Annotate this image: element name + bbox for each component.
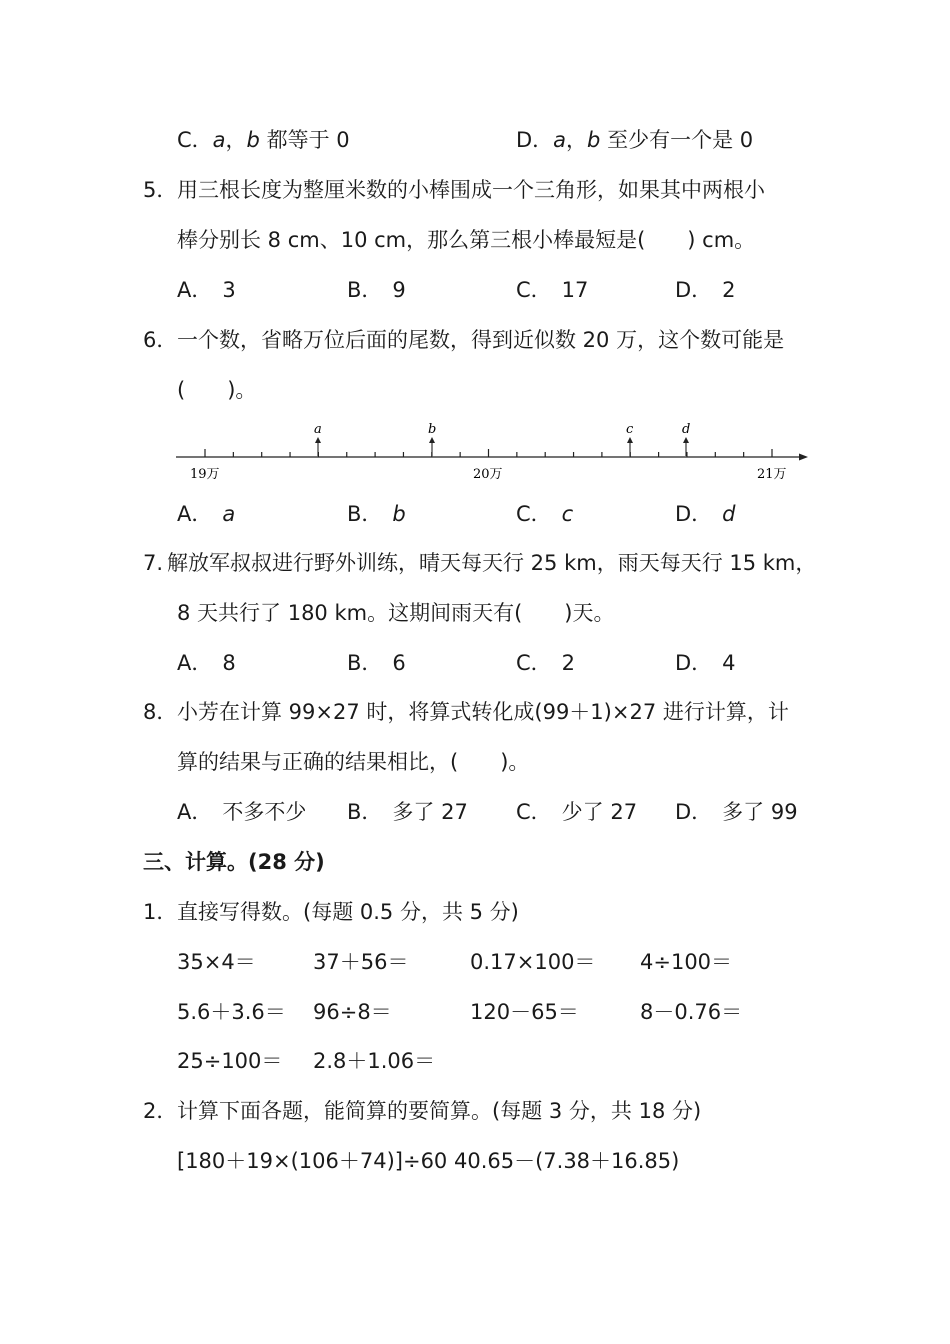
- option-text: 9: [392, 278, 406, 302]
- option-letter: C．: [177, 128, 213, 152]
- option-letter: D．: [516, 128, 554, 152]
- label-20wan: 20万: [473, 467, 503, 482]
- marker-arrowhead: [315, 437, 321, 443]
- option-text: c: [561, 502, 574, 526]
- marker-label: b: [428, 422, 437, 437]
- q6-number: 6．: [143, 328, 178, 352]
- q7-line-2: 8 天共行了 180 km。这期间雨天有( )天。: [177, 601, 615, 625]
- calc2-number: 2．: [143, 1099, 178, 1123]
- option-letter: B．: [347, 278, 383, 302]
- q8-line-2: 算的结果与正确的结果相比，( )。: [177, 750, 530, 774]
- option-text: 3: [222, 278, 236, 302]
- q5-number: 5．: [143, 178, 178, 202]
- q5-option-a[interactable]: [177, 275, 236, 305]
- calc1-instruction: 直接写得数。(每题 0.5 分，共 5 分): [177, 900, 519, 924]
- calc1-expr: 120－65＝: [470, 1000, 579, 1024]
- calc1-expr: 8－0.76＝: [640, 1000, 743, 1024]
- marker-d: [682, 422, 690, 456]
- q7-option-d[interactable]: [675, 648, 736, 678]
- option-text: 6: [392, 651, 406, 675]
- q8-option-c[interactable]: [516, 797, 637, 827]
- option-letter: B．: [347, 651, 383, 675]
- number-line-arrowhead: [799, 454, 808, 461]
- calc1-expr: 2.8＋1.06＝: [313, 1049, 436, 1073]
- option-letter: A．: [177, 800, 213, 824]
- q8-line-1: 小芳在计算 99×27 时，将算式转化成(99＋1)×27 进行计算，计: [177, 700, 789, 724]
- variable-a: a: [212, 128, 226, 152]
- label-19wan: 19万: [190, 467, 220, 482]
- option-text: 17: [561, 278, 589, 302]
- calc2-instruction: 计算下面各题，能简算的要简算。(每题 3 分，共 18 分): [177, 1099, 702, 1123]
- q8-option-b[interactable]: [347, 797, 468, 827]
- marker-arrowhead: [429, 437, 435, 443]
- marker-b: [428, 422, 436, 456]
- q7-number: 7.: [143, 551, 164, 575]
- number-line-diagram: [170, 412, 820, 492]
- q8-option-d[interactable]: [675, 797, 798, 827]
- q6-option-d[interactable]: [675, 499, 736, 529]
- separator: ，: [225, 128, 247, 152]
- q6-option-a[interactable]: [177, 499, 235, 529]
- option-text: 2: [722, 278, 736, 302]
- q5-line-1: 用三根长度为整厘米数的小棒围成一个三角形，如果其中两根小: [177, 178, 765, 202]
- option-text: 4: [722, 651, 736, 675]
- option-letter: C．: [516, 651, 552, 675]
- option-text: 2: [561, 651, 576, 675]
- calc1-number: 1．: [143, 900, 178, 924]
- calc1-expr: 35×4＝: [177, 950, 256, 974]
- q8-number: 8．: [143, 700, 178, 724]
- option-text: 都等于 0: [259, 128, 350, 152]
- calc1-expr: 96÷8＝: [313, 1000, 392, 1024]
- marker-arrowhead: [683, 437, 689, 443]
- q8-option-a[interactable]: [177, 797, 306, 827]
- option-letter: D．: [675, 502, 713, 526]
- q6-line-1: 一个数，省略万位后面的尾数，得到近似数 20 万，这个数可能是: [177, 328, 785, 352]
- marker-label: d: [682, 422, 691, 437]
- option-text: 至少有一个是 0: [600, 128, 754, 152]
- marker-label: c: [626, 422, 634, 437]
- calc1-expr: 5.6＋3.6＝: [177, 1000, 286, 1024]
- calc1-expr: 0.17×100＝: [470, 950, 596, 974]
- option-text: 8: [222, 651, 236, 675]
- option-letter: D．: [675, 800, 713, 824]
- q5-option-d[interactable]: [675, 275, 736, 305]
- option-text: 少了 27: [561, 800, 638, 824]
- marker-arrowhead: [627, 437, 633, 443]
- q7-option-b[interactable]: [347, 648, 406, 678]
- option-text: 多了 27: [392, 800, 468, 824]
- q5-line-2: 棒分别长 8 cm、10 cm，那么第三根小棒最短是( ) cm。: [177, 228, 756, 252]
- calc2-expressions: [180＋19×(106＋74)]÷60 40.65－(7.38＋16.85): [177, 1149, 680, 1173]
- option-text: 不多不少: [222, 800, 307, 824]
- option-text: b: [392, 502, 406, 526]
- option-letter: D．: [675, 651, 713, 675]
- q6-option-b[interactable]: [347, 499, 406, 529]
- option-text: d: [722, 502, 736, 526]
- option-letter: A．: [177, 502, 213, 526]
- option-letter: C．: [516, 800, 552, 824]
- marker-label: a: [314, 422, 322, 437]
- q7-option-a[interactable]: [177, 648, 236, 678]
- option-letter: C．: [516, 502, 552, 526]
- option-letter: B．: [347, 800, 383, 824]
- q4-option-c: [177, 125, 350, 155]
- option-text: a: [222, 502, 236, 526]
- variable-b: b: [246, 128, 260, 152]
- variable-a: a: [553, 128, 567, 152]
- label-21wan: 21万: [757, 467, 787, 482]
- q6-option-c[interactable]: [516, 499, 573, 529]
- number-line-ticks: [205, 449, 772, 457]
- option-letter: A．: [177, 651, 213, 675]
- calc1-expr: 4÷100＝: [640, 950, 733, 974]
- calc1-expr: 37＋56＝: [313, 950, 409, 974]
- marker-c: [626, 422, 634, 456]
- option-letter: D．: [675, 278, 713, 302]
- option-letter: C．: [516, 278, 552, 302]
- marker-a: [314, 422, 322, 456]
- q4-option-d: [516, 125, 753, 155]
- q7-line-1: 解放军叔叔进行野外训练，晴天每天行 25 km，雨天每天行 15 km，: [167, 551, 817, 575]
- calc1-expr: 25÷100＝: [177, 1049, 283, 1073]
- q6-line-2: ( )。: [177, 378, 257, 402]
- option-letter: B．: [347, 502, 383, 526]
- separator: ，: [566, 128, 588, 152]
- q5-option-b[interactable]: [347, 275, 406, 305]
- variable-b: b: [587, 128, 601, 152]
- number-line-markers: [314, 422, 690, 456]
- q7-option-c[interactable]: [516, 648, 575, 678]
- option-letter: A．: [177, 278, 213, 302]
- q5-option-c[interactable]: [516, 275, 588, 305]
- option-text: 多了 99: [722, 800, 798, 824]
- section-title-calculation: 三、计算。(28 分): [143, 850, 325, 874]
